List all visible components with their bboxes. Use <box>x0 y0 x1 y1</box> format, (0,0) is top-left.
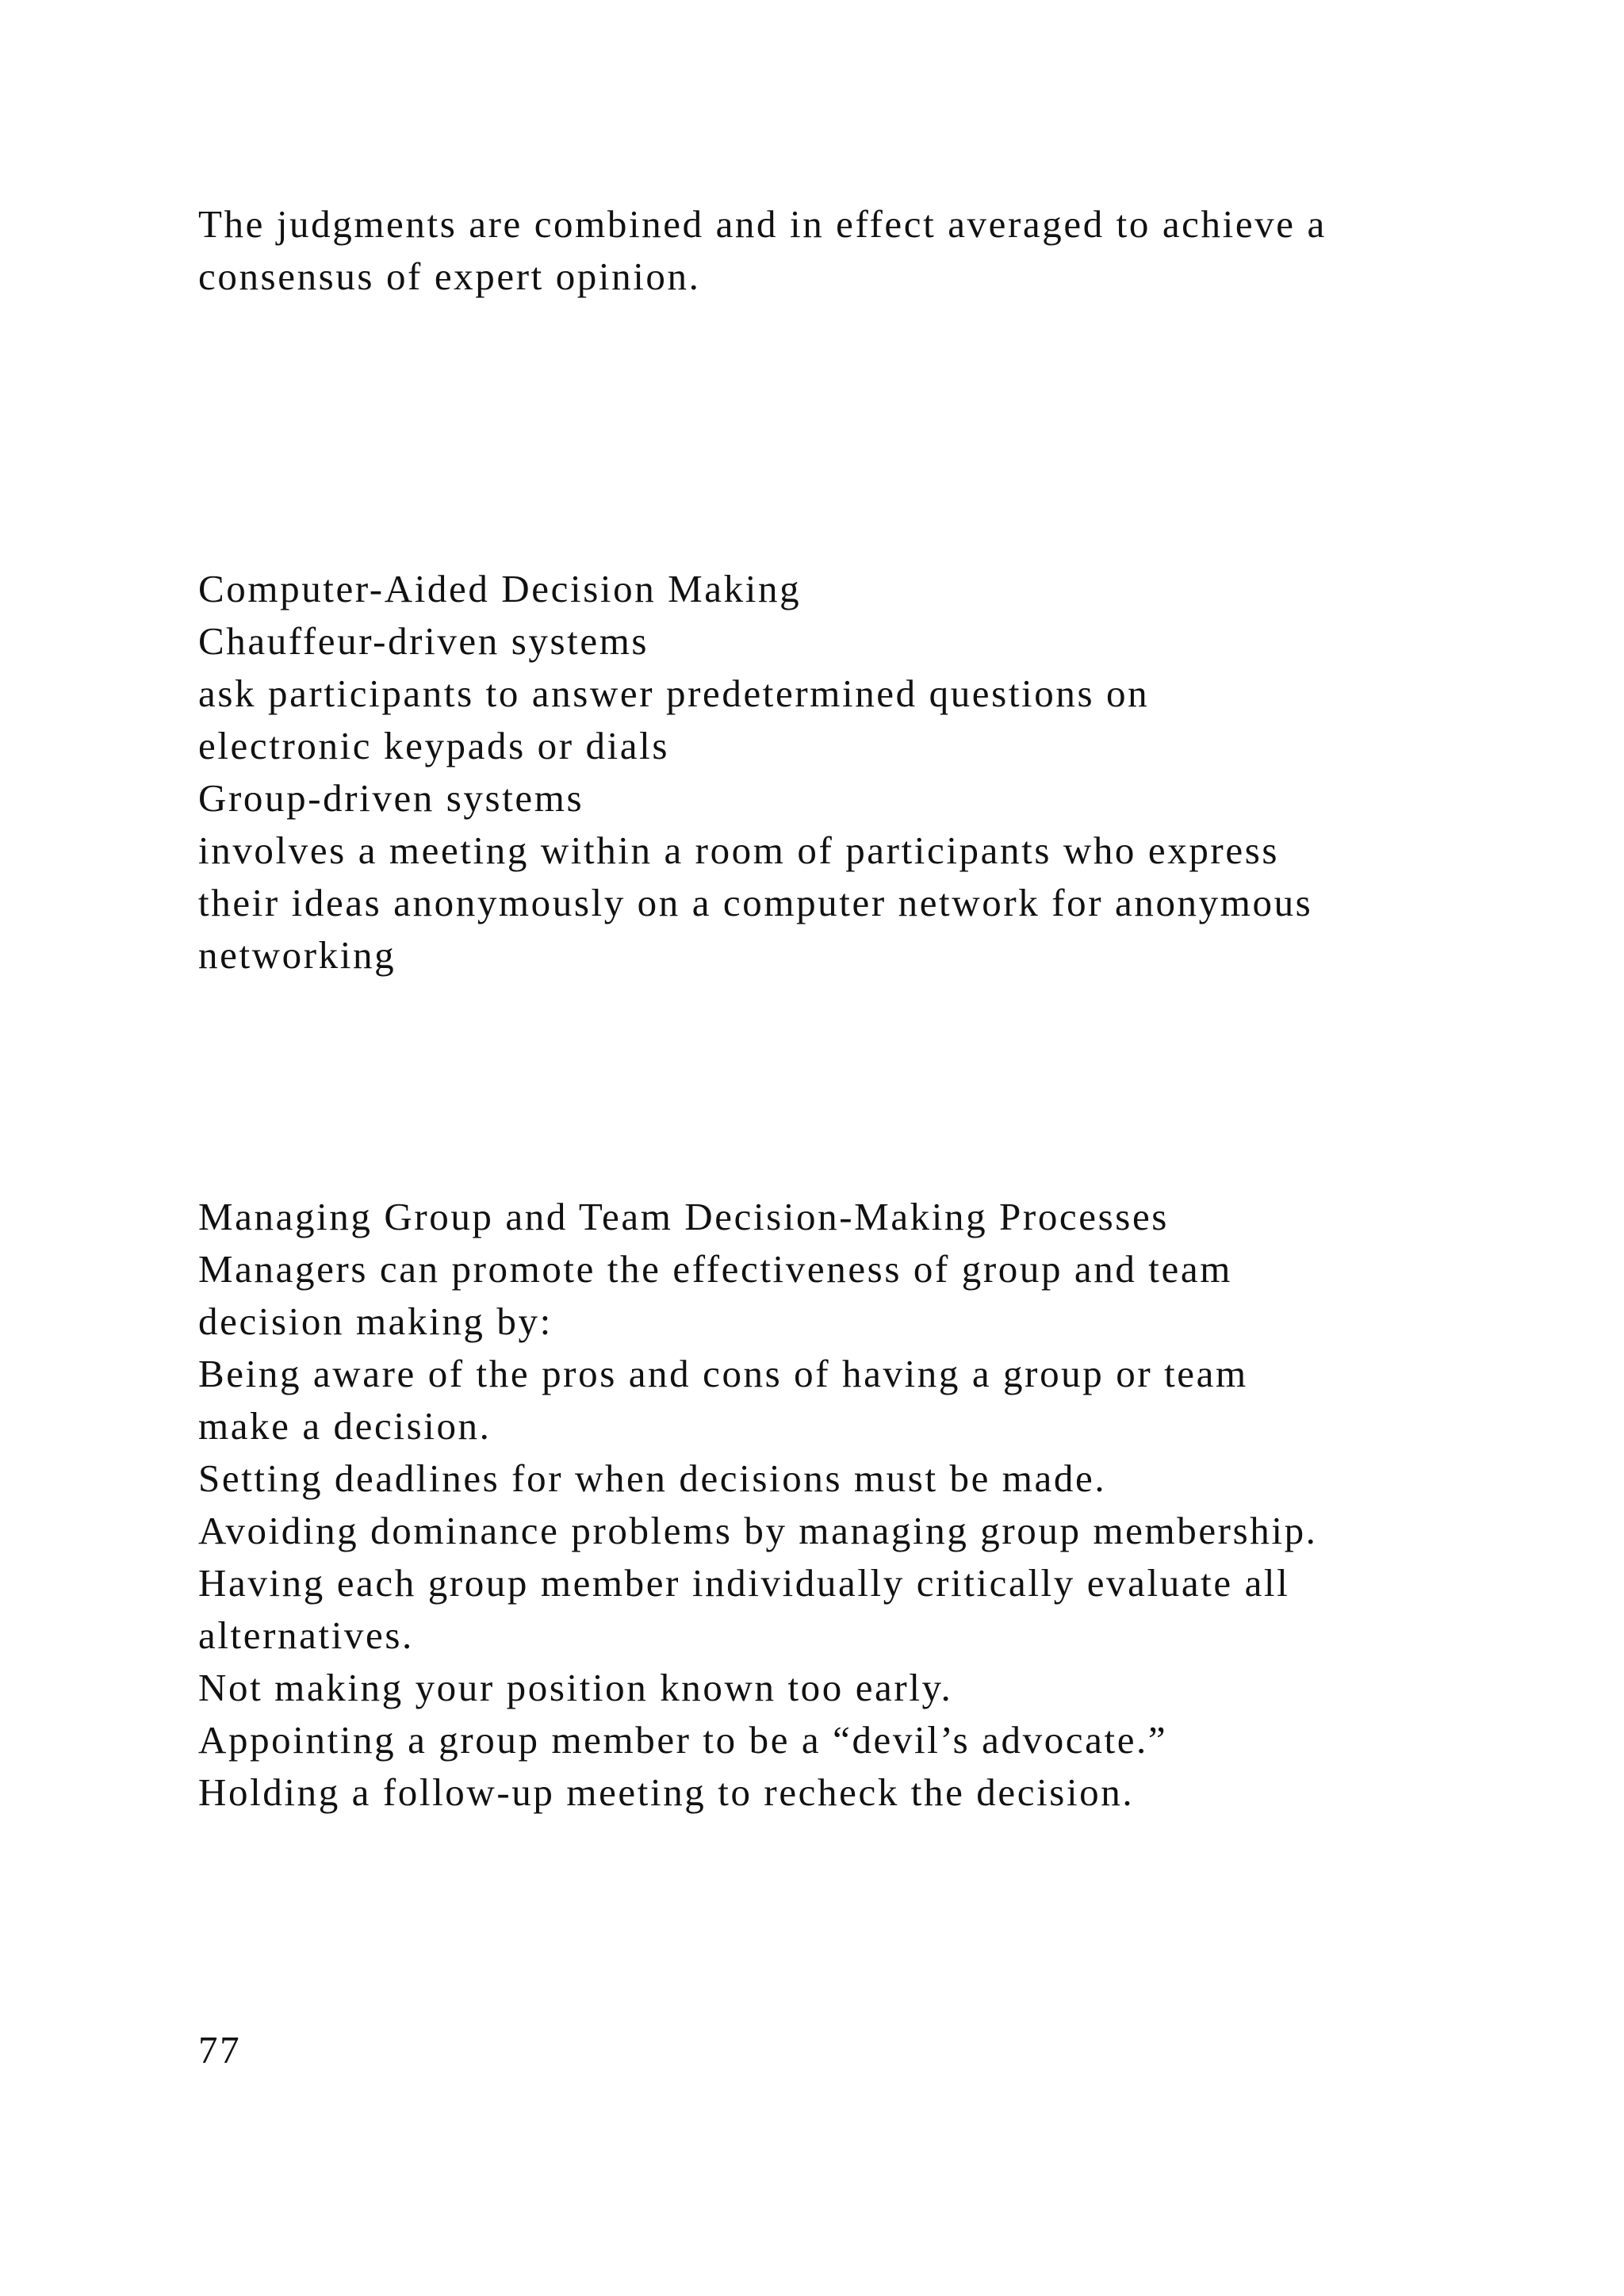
section-heading-computer-aided: Computer-Aided Decision Making <box>198 567 802 610</box>
page-number: 77 <box>198 2028 242 2072</box>
text-line: Not making your position known too early. <box>198 1666 953 1709</box>
text-line: Avoiding dominance problems by managing group membership. <box>198 1509 1318 1552</box>
text-line: networking <box>198 933 396 977</box>
text-line: The judgments are combined and in effect averaged to achieve a <box>198 202 1327 246</box>
text-line: Chauffeur-driven systems <box>198 619 649 663</box>
text-line: Appointing a group member to be a “devil’s advocate.” <box>198 1718 1168 1762</box>
text-line: Being aware of the pros and cons of having a group or team <box>198 1352 1248 1395</box>
section-heading-managing-group: Managing Group and Team Decision-Making Processes <box>198 1195 1169 1238</box>
text-line: consensus of expert opinion. <box>198 254 701 298</box>
text-line: make a decision. <box>198 1404 492 1448</box>
text-line: Setting deadlines for when decisions must be made. <box>198 1456 1107 1500</box>
text-line: their ideas anonymously on a computer network for anonymous <box>198 881 1313 924</box>
text-line: electronic keypads or dials <box>198 724 670 767</box>
text-line: Managers can promote the effectiveness of group and team <box>198 1247 1232 1291</box>
text-line: Holding a follow-up meeting to recheck the decision. <box>198 1770 1135 1814</box>
text-line: decision making by: <box>198 1299 553 1343</box>
text-line: involves a meeting within a room of participants who express <box>198 828 1280 872</box>
text-line: alternatives. <box>198 1613 414 1657</box>
text-line: Having each group member individually critically evaluate all <box>198 1561 1290 1605</box>
text-line: ask participants to answer predetermined questions on <box>198 672 1150 715</box>
text-line: Group-driven systems <box>198 776 584 820</box>
